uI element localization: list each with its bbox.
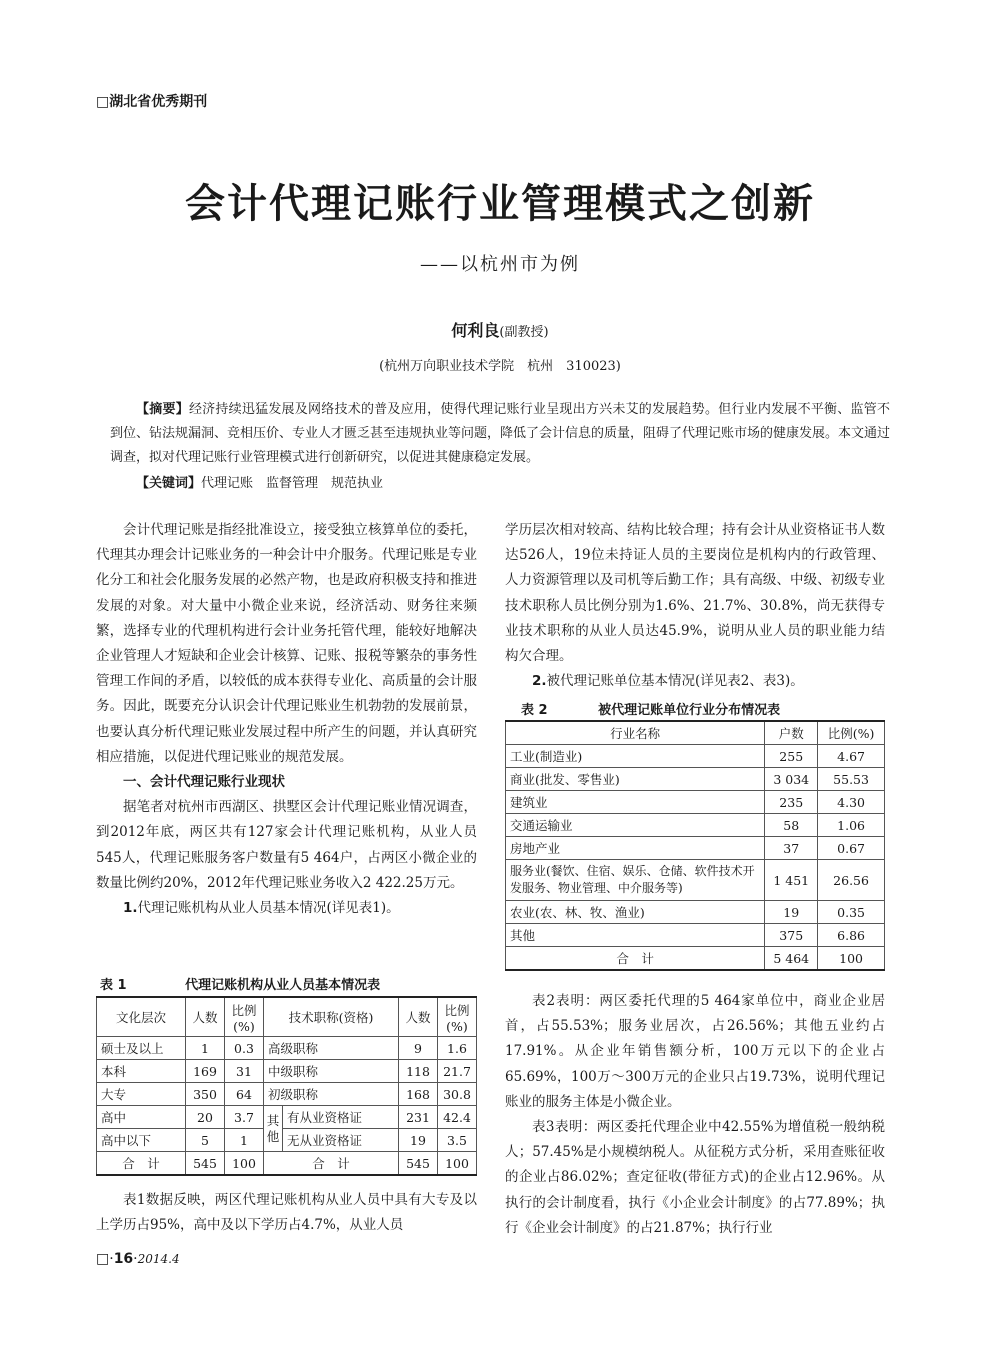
paragraph: 表3表明：两区委托代理企业中42.55%为增值税一般纳税人；57.45%是小规模纳税人。从征税方式分析，采用查账征收的企业占86.02%；查定征收(带征方式)的企业占12.96%。从执行的会计制度看，执行《小企业会计制度》的占77.89%；执行《企业会计制度》的占21.87%；执行行业 <box>505 1119 885 1236</box>
table-total-row <box>506 947 885 971</box>
table-cell: 4.67 <box>818 745 885 768</box>
table-cell: 26.56 <box>818 860 885 901</box>
table-cell: 255 <box>765 745 818 768</box>
table-cell: 350 <box>186 1083 225 1106</box>
table2 <box>505 720 885 971</box>
table-header-cell: 户数 <box>765 721 818 745</box>
table-cell: 1.6 <box>438 1037 477 1060</box>
table-total-row <box>97 1152 477 1176</box>
table-row <box>97 1106 477 1129</box>
paragraph: 表2表明：两区委托代理的5 464家单位中，商业企业居首，占55.53%；服务业居次，占26.56%；其他五业约占17.91%。从企业年销售额分析，100万元以下的企业占65.69%，100万～300万元的企业只占19.73%，说明代理记账业的服务主体是小微企业。 <box>505 993 885 1110</box>
table-cell: 高中 <box>97 1106 186 1129</box>
table-cell: 545 <box>399 1152 438 1176</box>
table-cell: 42.4 <box>438 1106 477 1129</box>
table-cell: 高级职称 <box>264 1037 399 1060</box>
table-cell: 1.06 <box>818 814 885 837</box>
right-column-upper <box>505 518 885 694</box>
table-cell: 4.30 <box>818 791 885 814</box>
table-row <box>506 791 885 814</box>
table-cell: 5 464 <box>765 947 818 971</box>
keywords-text: 代理记账 监督管理 规范执业 <box>201 476 384 491</box>
article-title: 会计代理记账行业管理模式之创新 <box>185 181 815 227</box>
table-cell: 0.35 <box>818 901 885 924</box>
table-cell: 545 <box>186 1152 225 1176</box>
table-cell: 0.67 <box>818 837 885 860</box>
abstract <box>110 398 890 470</box>
table-row <box>97 1083 477 1106</box>
table-cell: 169 <box>186 1060 225 1083</box>
table-cell: 37 <box>765 837 818 860</box>
table-cell: 合 计 <box>97 1152 186 1176</box>
table-cell: 工业(制造业) <box>506 745 765 768</box>
table-header-cell: 比例(%) <box>225 997 264 1037</box>
table-cell: 1 <box>186 1037 225 1060</box>
table-row <box>506 860 885 901</box>
table-cell: 168 <box>399 1083 438 1106</box>
table-cell: 无从业资格证 <box>283 1129 399 1152</box>
table-cell: 农业(农、林、牧、渔业) <box>506 901 765 924</box>
table-cell: 硕士及以上 <box>97 1037 186 1060</box>
table-cell: 本科 <box>97 1060 186 1083</box>
subsection-number: 2. <box>532 673 547 690</box>
table-cell: 100 <box>225 1152 264 1176</box>
table-cell: 1 451 <box>765 860 818 901</box>
issue-number: 2014.4 <box>137 1252 180 1266</box>
author <box>0 318 1000 341</box>
table-cell: 中级职称 <box>264 1060 399 1083</box>
journal-label: □湖北省优秀期刊 <box>96 94 208 110</box>
table-row <box>97 1129 477 1152</box>
table-cell: 服务业(餐饮、住宿、娱乐、仓储、软件技术开发服务、物业管理、中介服务等) <box>506 860 765 901</box>
table-cell: 118 <box>399 1060 438 1083</box>
table-cell: 3 034 <box>765 768 818 791</box>
keywords-label: 【关键词】 <box>136 476 202 491</box>
subsection-text: 被代理记账单位基本情况(详见表2、表3)。 <box>546 673 804 690</box>
table-cell: 3.5 <box>438 1129 477 1152</box>
table-cell: 20 <box>186 1106 225 1129</box>
author-role: (副教授) <box>499 325 549 340</box>
table2-number: 表 2 <box>521 703 548 718</box>
subsection-text: 代理记账机构从业人员基本情况(详见表1)。 <box>137 900 400 917</box>
table-cell: 其他 <box>506 924 765 947</box>
table-cell: 房地产业 <box>506 837 765 860</box>
page-footer <box>96 1251 180 1267</box>
table-cell: 64 <box>225 1083 264 1106</box>
table-row <box>506 745 885 768</box>
table-cell: 合 计 <box>506 947 765 971</box>
table-header-cell: 比例(%) <box>438 997 477 1037</box>
abstract-label: 【摘要】 <box>136 402 189 417</box>
table-cell: 3.7 <box>225 1106 264 1129</box>
section-heading: 一、会计代理记账行业现状 <box>123 774 285 791</box>
table2-caption <box>505 699 885 718</box>
table-cell: 55.53 <box>818 768 885 791</box>
table-row <box>506 768 885 791</box>
paragraph: 学历层次相对较高、结构比较合理；持有会计从业资格证书人数达526人，19位未持证人员的主要岗位是机构内的行政管理、人力资源管理以及司机等后勤工作；具有高级、中级、初级专业技术职称人员比例分别为1.6%、21.7%、30.8%，尚无获得专业技术职称的从业人员达45.9%，说明从业人员的职业能力结构欠合理。 <box>505 522 885 665</box>
right-column-lower <box>505 989 885 1241</box>
paragraph: 据笔者对杭州市西湖区、拱墅区会计代理记账业情况调查，到2012年底，两区共有127家会计代理记账机构，从业人员545人，代理记账服务客户数量有5 464户，占两区小微企业的数量比例约20%，2012年代理记账业务收入2 422.25万元。 <box>96 799 477 891</box>
table-header-cell: 人数 <box>399 997 438 1037</box>
table1-number: 表 1 <box>100 978 127 993</box>
table-cell: 231 <box>399 1106 438 1129</box>
table-cell: 大专 <box>97 1083 186 1106</box>
table-cell-other: 其他 <box>264 1106 283 1152</box>
subsection-heading <box>505 669 885 694</box>
article-subtitle: ——以杭州市为例 <box>420 254 580 275</box>
table-cell: 合 计 <box>264 1152 399 1176</box>
table-row <box>97 1060 477 1083</box>
affiliation: (杭州万向职业技术学院 杭州 310023) <box>379 359 621 374</box>
table-cell: 375 <box>765 924 818 947</box>
table-cell: 建筑业 <box>506 791 765 814</box>
table2-title: 被代理记账单位行业分布情况表 <box>598 703 781 718</box>
table-header-cell: 文化层次 <box>97 997 186 1037</box>
table-cell: 交通运输业 <box>506 814 765 837</box>
footer-dot: · <box>133 1251 138 1267</box>
paragraph: 会计代理记账是指经批准设立，接受独立核算单位的委托，代理其办理会计记账业务的一种会计中介服务。代理记账是专业化分工和社会化服务发展的必然产物，也是政府积极支持和推进发展的对象。对大量中小微企业来说，经济活动、财务往来频繁，选择专业的代理机构进行会计业务托管代理，能较好地解决企业管理人才短缺和企业会计核算、记账、报税等繁杂的事务性管理工作间的矛盾，以较低的成本获得专业化、高质量的会计服务。因此，既要充分认识会计代理记账业生机勃勃的发展前景，也要认真分析代理记账业发展过程中所产生的问题，并认真研究相应措施，以促进代理记账业的规范发展。 <box>96 522 477 765</box>
table-row <box>506 924 885 947</box>
table-cell: 100 <box>438 1152 477 1176</box>
table-cell: 9 <box>399 1037 438 1060</box>
table-cell: 0.3 <box>225 1037 264 1060</box>
table-cell: 19 <box>765 901 818 924</box>
footer-box: □· <box>96 1251 114 1267</box>
table-cell: 有从业资格证 <box>283 1106 399 1129</box>
table-cell: 30.8 <box>438 1083 477 1106</box>
table-header-cell: 人数 <box>186 997 225 1037</box>
left-column-lower <box>96 1188 477 1238</box>
table-row <box>506 901 885 924</box>
table-row <box>506 814 885 837</box>
table-cell: 100 <box>818 947 885 971</box>
table-cell: 6.86 <box>818 924 885 947</box>
table-cell: 58 <box>765 814 818 837</box>
table-header-row <box>506 721 885 745</box>
table-row <box>97 1037 477 1060</box>
table1 <box>96 996 477 1176</box>
left-column-upper <box>96 518 477 921</box>
table-cell: 高中以下 <box>97 1129 186 1152</box>
page-number: 16 <box>113 1251 134 1267</box>
abstract-text: 经济持续迅猛发展及网络技术的普及应用，使得代理记账行业呈现出方兴未艾的发展趋势。但行业内发展不平衡、监管不到位、钻法规漏洞、竞相压价、专业人才匮乏甚至违规执业等问题，降低了会计信息的质量，阻碍了代理记账市场的健康发展。本文通过调查，拟对代理记账行业管理模式进行创新研究，以促进其健康稳定发展。 <box>110 402 891 465</box>
table-cell: 235 <box>765 791 818 814</box>
table-cell: 初级职称 <box>264 1083 399 1106</box>
table1-caption <box>96 974 477 993</box>
table-cell: 商业(批发、零售业) <box>506 768 765 791</box>
table-cell: 19 <box>399 1129 438 1152</box>
subsection-heading <box>96 896 477 921</box>
table-header-cell: 技术职称(资格) <box>264 997 399 1037</box>
table-header-cell: 比例(%) <box>818 721 885 745</box>
table-header-row <box>97 997 477 1037</box>
paragraph: 表1数据反映，两区代理记账机构从业人员中具有大专及以上学历占95%，高中及以下学历占4.7%，从业人员 <box>96 1192 477 1234</box>
table-cell: 21.7 <box>438 1060 477 1083</box>
table-cell: 1 <box>225 1129 264 1152</box>
table-header-cell: 行业名称 <box>506 721 765 745</box>
table-cell: 5 <box>186 1129 225 1152</box>
author-name: 何利良 <box>451 321 500 340</box>
subsection-number: 1. <box>123 900 138 917</box>
table-cell: 31 <box>225 1060 264 1083</box>
table-row <box>506 837 885 860</box>
table1-title: 代理记账机构从业人员基本情况表 <box>185 978 381 993</box>
keywords <box>110 472 890 496</box>
